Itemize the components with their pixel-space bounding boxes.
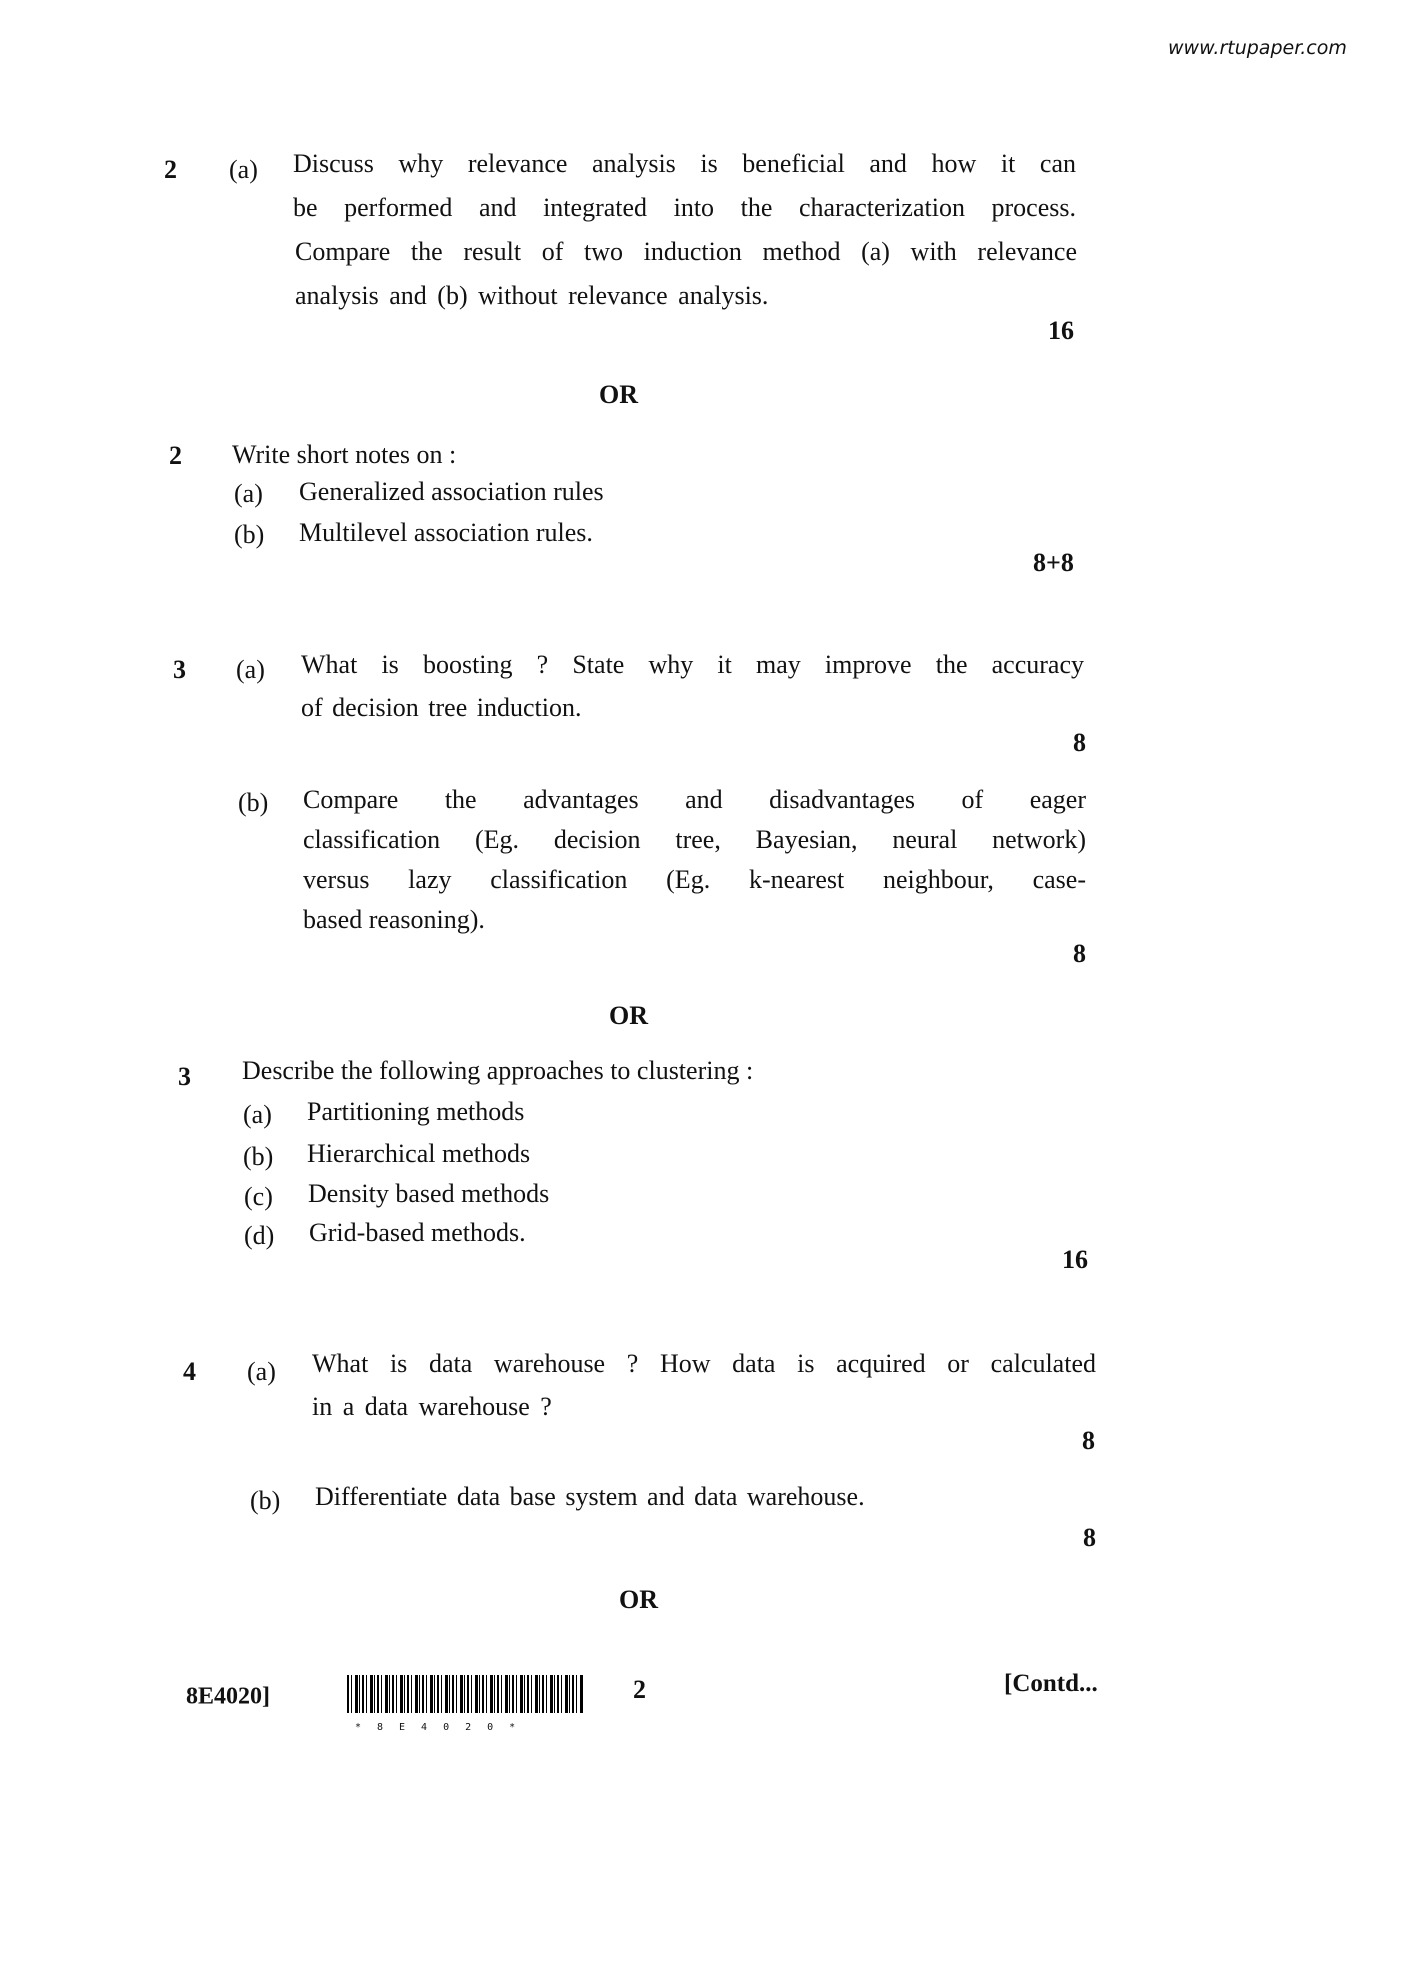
- part-label: (a): [247, 1357, 276, 1386]
- question-line: based reasoning).: [303, 905, 485, 934]
- part-label: (b): [234, 520, 265, 549]
- list-item: Density based methods: [308, 1179, 550, 1208]
- list-item: Generalized association rules: [299, 477, 604, 506]
- question-line: versus lazy classification (Eg. k-nearest neighbour, case-: [303, 865, 1086, 894]
- part-label: (c): [244, 1182, 273, 1211]
- part-label: (a): [234, 479, 263, 508]
- barcode: [347, 1675, 583, 1713]
- part-label: (a): [236, 655, 265, 684]
- list-item: Multilevel association rules.: [299, 518, 593, 547]
- question-intro: Write short notes on :: [232, 440, 457, 469]
- marks: 8: [1082, 1426, 1095, 1455]
- watermark[interactable]: www.rtupaper.com: [1168, 37, 1347, 59]
- part-label: (b): [238, 788, 269, 817]
- question-line: Differentiate data base system and data warehouse.: [315, 1482, 865, 1511]
- question-line: Compare the result of two induction method (a) with relevance: [295, 237, 1077, 266]
- question-intro: Describe the following approaches to clustering :: [242, 1056, 754, 1085]
- marks: 8: [1083, 1523, 1096, 1552]
- question-number: 2: [164, 155, 177, 184]
- question-number: 3: [178, 1062, 191, 1091]
- paper-code: 8E4020]: [186, 1683, 270, 1710]
- list-item: Partitioning methods: [307, 1097, 525, 1126]
- question-line: classification (Eg. decision tree, Bayesian, neural network): [303, 825, 1086, 854]
- barcode-text: *8E4020*: [355, 1722, 532, 1733]
- continued-label: [Contd...: [1004, 1670, 1098, 1697]
- question-number: 2: [169, 441, 182, 470]
- question-line: What is data warehouse ? How data is acquired or calculated: [312, 1349, 1096, 1378]
- question-line: of decision tree induction.: [301, 693, 582, 722]
- part-label: (a): [243, 1100, 272, 1129]
- question-line: in a data warehouse ?: [312, 1392, 552, 1421]
- question-line: Compare the advantages and disadvantages of eager: [303, 785, 1086, 814]
- part-label: (b): [250, 1486, 281, 1515]
- question-line: Discuss why relevance analysis is beneficial and how it can: [293, 149, 1076, 178]
- or-separator: OR: [599, 380, 638, 409]
- question-line: What is boosting ? State why it may improve the accuracy: [301, 650, 1084, 679]
- question-number: 3: [173, 655, 186, 684]
- list-item: Hierarchical methods: [307, 1139, 531, 1168]
- question-line: be performed and integrated into the characterization process.: [293, 193, 1076, 222]
- marks: 8: [1073, 939, 1086, 968]
- part-label: (d): [244, 1221, 275, 1250]
- question-number: 4: [183, 1357, 196, 1386]
- list-item: Grid-based methods.: [309, 1218, 526, 1247]
- marks: 8: [1073, 728, 1086, 757]
- part-label: (b): [243, 1142, 274, 1171]
- marks: 16: [1062, 1245, 1088, 1274]
- or-separator: OR: [619, 1585, 658, 1614]
- part-label: (a): [229, 155, 258, 184]
- or-separator: OR: [609, 1001, 648, 1030]
- question-line: analysis and (b) without relevance analysis.: [295, 281, 769, 310]
- marks: 8+8: [1033, 548, 1074, 577]
- marks: 16: [1048, 316, 1074, 345]
- page-number: 2: [633, 1675, 646, 1704]
